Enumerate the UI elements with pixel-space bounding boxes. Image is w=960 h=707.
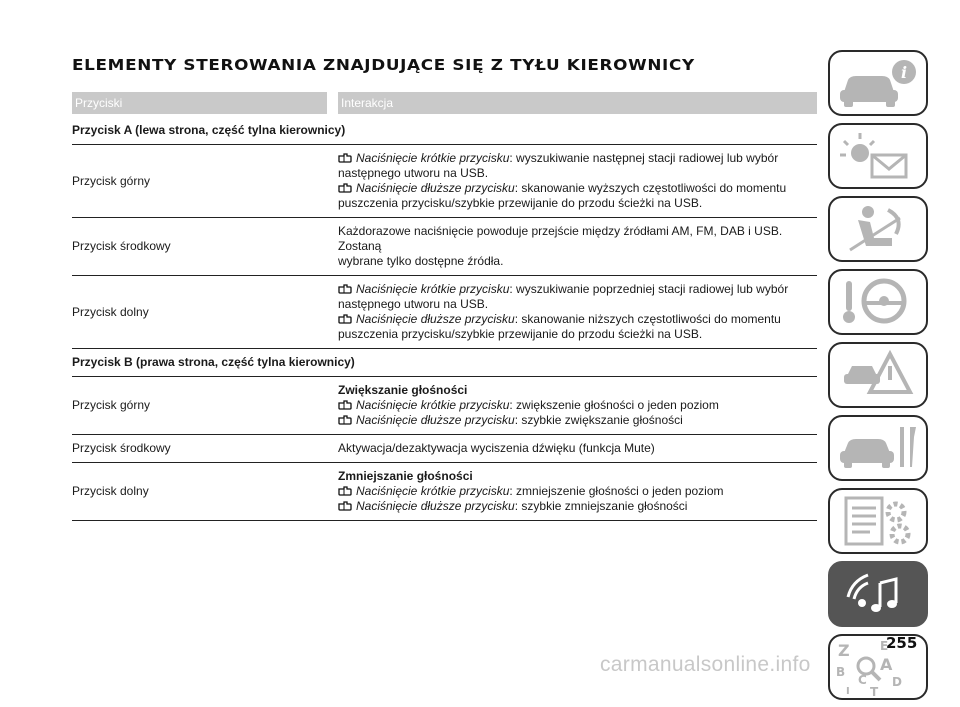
- press-term: Naciśnięcie krótkie przycisku: [356, 151, 510, 165]
- table-row: [72, 276, 817, 349]
- press-item: [338, 413, 817, 428]
- finger-press-icon: [338, 152, 352, 162]
- finger-press-icon: [338, 414, 352, 424]
- watermark: carmanualsonline.info: [600, 653, 811, 676]
- row-label: Przycisk dolny: [72, 484, 149, 498]
- press-term: Naciśnięcie dłuższe przycisku: [356, 312, 515, 326]
- table-row: [72, 145, 817, 218]
- chapter-tab-car-maintenance[interactable]: [828, 415, 928, 481]
- press-item: [338, 312, 817, 327]
- row-label: Przycisk środkowy: [72, 441, 171, 455]
- description-line: Każdorazowe naciśnięcie powoduje przejście między źródłami AM, FM, DAB i USB. Zostaną: [338, 224, 783, 253]
- row-subheading: Zmniejszanie głośności: [338, 469, 473, 483]
- section-title: Przycisk A (lewa strona, część tylna kierownicy): [72, 117, 817, 145]
- press-item: [338, 484, 817, 499]
- press-description: : wyszukiwanie następnej stacji radiowej lub wybór: [509, 151, 779, 165]
- header-buttons: Przyciski: [72, 92, 327, 114]
- svg-text:D: D: [892, 675, 902, 689]
- description-line: wybrane tylko dostępne źródła.: [338, 254, 504, 268]
- finger-press-icon: [338, 500, 352, 510]
- press-description: : wyszukiwanie poprzedniej stacji radiowej lub wybór: [509, 282, 789, 296]
- finger-press-icon: [338, 182, 352, 192]
- press-description-continued: puszczenia przycisku/szybkie przewijanie do przodu ścieżki na USB.: [338, 327, 703, 341]
- section-title: Przycisk B (prawa strona, część tylna kierownicy): [72, 349, 817, 377]
- row-description: [338, 151, 817, 211]
- press-item: [338, 398, 817, 413]
- table-row: [72, 377, 817, 435]
- finger-press-icon: [338, 399, 352, 409]
- press-description-continued: następnego utworu na USB.: [338, 166, 489, 180]
- row-description: [338, 383, 817, 428]
- chapter-tab-multimedia[interactable]: [828, 561, 928, 627]
- press-item: [338, 499, 817, 514]
- press-description: : skanowanie wyższych częstotliwości do momentu: [514, 181, 787, 195]
- press-item: [338, 151, 817, 166]
- press-term: Naciśnięcie krótkie przycisku: [356, 282, 510, 296]
- chapter-tab-warning-lights-message[interactable]: [828, 123, 928, 189]
- finger-press-icon: [338, 485, 352, 495]
- press-description: : szybkie zwiększanie głośności: [514, 413, 683, 427]
- svg-text:E: E: [880, 639, 889, 653]
- page-number: 255: [886, 634, 918, 652]
- svg-text:Z: Z: [838, 641, 850, 660]
- table-header: [72, 92, 817, 114]
- row-subheading: Zwiększanie głośności: [338, 383, 468, 397]
- description-line: Aktywacja/dezaktywacja wyciszenia dźwięku (funkcja Mute): [338, 441, 655, 455]
- chapter-tab-car-info[interactable]: [828, 50, 928, 116]
- press-term: Naciśnięcie dłuższe przycisku: [356, 499, 515, 513]
- row-description: [338, 224, 817, 269]
- finger-press-icon: [338, 283, 352, 293]
- controls-table: [72, 117, 817, 521]
- header-interaction: Interakcja: [338, 92, 817, 114]
- chapter-tab-seat-airbag[interactable]: [828, 196, 928, 262]
- table-row: [72, 463, 817, 521]
- chapter-tab-technical-data[interactable]: [828, 488, 928, 554]
- row-description: [338, 282, 817, 342]
- press-term: Naciśnięcie krótkie przycisku: [356, 398, 510, 412]
- table-row: [72, 435, 817, 463]
- row-label: Przycisk górny: [72, 173, 151, 188]
- press-term: Naciśnięcie dłuższe przycisku: [356, 413, 515, 427]
- press-description: : zmniejszenie głośności o jeden poziom: [509, 484, 724, 498]
- table-row: [72, 218, 817, 276]
- row-label: Przycisk górny: [72, 398, 151, 412]
- press-item: [338, 282, 817, 297]
- press-term: Naciśnięcie krótkie przycisku: [356, 484, 510, 498]
- row-label: Przycisk dolny: [72, 304, 149, 319]
- svg-text:C: C: [858, 673, 867, 687]
- press-description: : skanowanie niższych częstotliwości do momentu: [514, 312, 781, 326]
- svg-text:B: B: [836, 665, 846, 679]
- press-description: : zwiększenie głośności o jeden poziom: [509, 398, 719, 412]
- svg-text:A: A: [880, 655, 893, 674]
- press-description: : szybkie zmniejszanie głośności: [514, 499, 688, 513]
- press-item: [338, 181, 817, 196]
- finger-press-icon: [338, 313, 352, 323]
- svg-text:T: T: [870, 685, 879, 698]
- press-description-continued: następnego utworu na USB.: [338, 297, 489, 311]
- row-description: [338, 469, 817, 514]
- chapter-tab-key-steering-wheel[interactable]: [828, 269, 928, 335]
- press-description-continued: puszczenia przycisku/szybkie przewijanie do przodu ścieżki na USB.: [338, 196, 703, 210]
- row-description: [338, 441, 817, 456]
- chapter-sidebar: [828, 50, 928, 707]
- svg-text:I: I: [846, 686, 850, 697]
- row-label: Przycisk środkowy: [72, 239, 171, 253]
- chapter-tab-emergency-triangle[interactable]: [828, 342, 928, 408]
- press-term: Naciśnięcie dłuższe przycisku: [356, 181, 515, 195]
- svg-text:i: i: [900, 63, 908, 82]
- page-title: ELEMENTY STEROWANIA ZNAJDUJĄCE SIĘ Z TYŁU KIEROWNICY: [72, 56, 695, 74]
